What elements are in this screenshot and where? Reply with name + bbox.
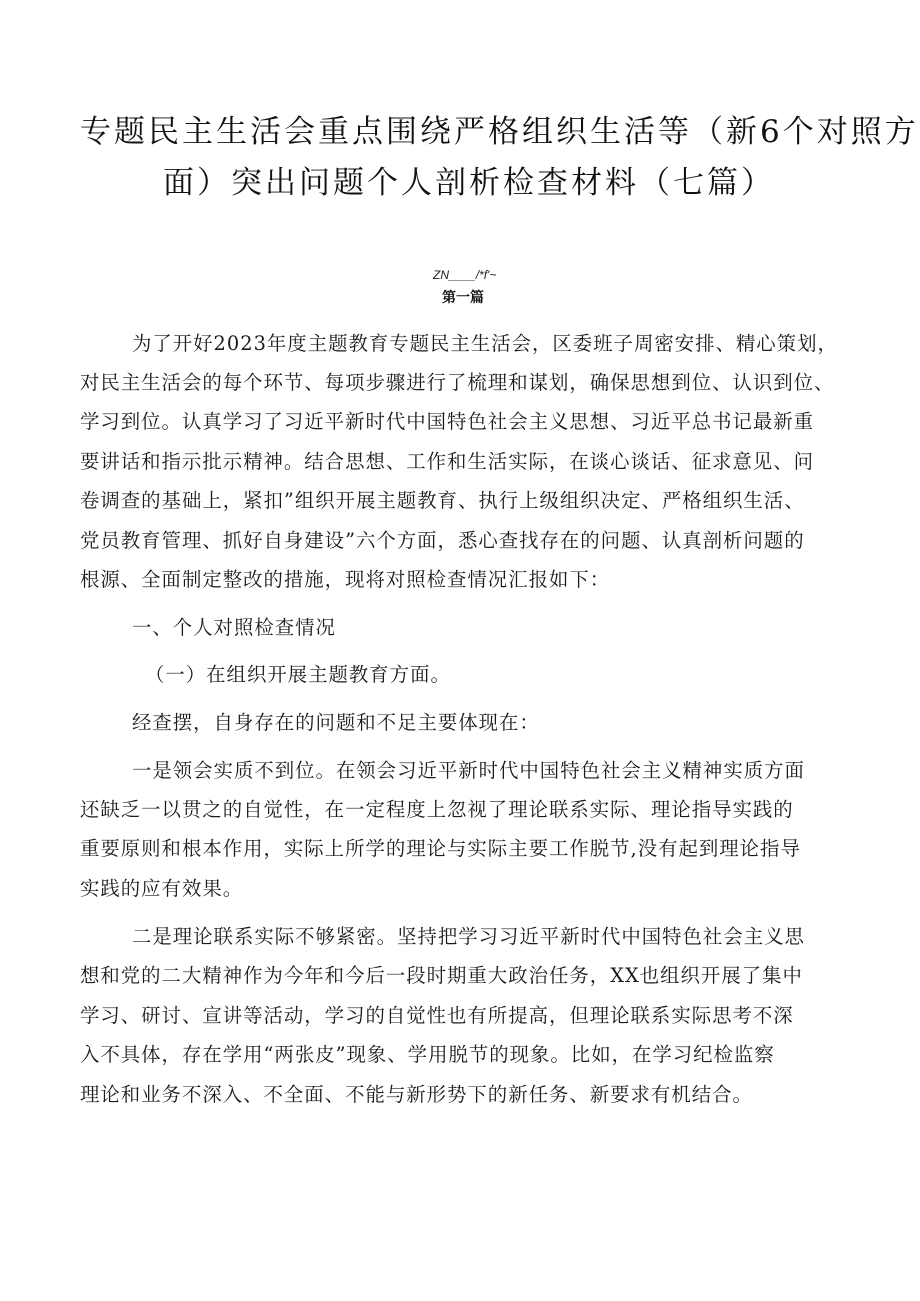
handwritten-scribble: ZN____/*f'~ [433, 268, 497, 282]
body-line: 经查摆，自身存在的问题和不足主要体现在： [132, 711, 540, 734]
body-line: 要讲话和指示批示精神。结合思想、工作和生活实际，在谈心谈话、征求意见、问 [80, 450, 815, 473]
document-title-line-1: 专题民主生活会重点围绕严格组织生活等（新6个对照方 [80, 114, 919, 150]
body-line: 学习到位。认真学习了习近平新时代中国特色社会主义思想、习近平总书记最新重 [80, 410, 815, 433]
document-title-line-2: 面）突出问题个人剖析检查材料（七篇） [163, 165, 775, 201]
body-line: 根源、全面制定整改的措施，现将对照检查情况汇报如下： [80, 568, 611, 591]
body-line: 党员教育管理、抓好自身建设”六个方面，悉心查找存在的问题、认真剖析问题的 [80, 529, 805, 552]
body-line: 想和党的二大精神作为今年和今后一段时期重大政治任务，XX也组织开展了集中 [80, 964, 803, 987]
body-line: 二是理论联系实际不够紧密。坚持把学习习近平新时代中国特色社会主义思 [132, 925, 805, 948]
subsection-heading: （一）在组织开展主题教育方面。 [145, 663, 451, 686]
body-line: 为了开好2023年度主题教育专题民主生活会，区委班子周密安排、精心策划， [132, 332, 838, 355]
body-line: 卷调查的基础上，紧扣”组织开展主题教育、执行上级组织决定、严格组织生活、 [80, 489, 805, 512]
body-line: 重要原则和根本作用，实际上所学的理论与实际主要工作脱节,没有起到理论指导 [80, 837, 801, 860]
body-line: 还缺乏一以贯之的自觉性，在一定程度上忽视了理论联系实际、理论指导实践的 [80, 798, 794, 821]
body-line: 入不具体，存在学用“两张皮”现象、学用脱节的现象。比如，在学习纪检监察 [80, 1043, 775, 1066]
body-line: 一是领会实质不到位。在领会习近平新时代中国特色社会主义精神实质方面 [132, 759, 805, 782]
body-line: 对民主生活会的每个环节、每项步骤进行了梳理和谋划，确保思想到位、认识到位、 [80, 371, 835, 394]
section-heading: 一、个人对照检查情况 [132, 616, 336, 639]
body-line: 学习、研讨、宣讲等活动，学习的自觉性也有所提高，但理论联系实际思考不深 [80, 1004, 794, 1027]
section-label: 第一篇 [442, 290, 484, 306]
body-line: 理论和业务不深入、不全面、不能与新形势下的新任务、新要求有机结合。 [80, 1083, 753, 1106]
body-line: 实践的应有效果。 [80, 877, 244, 900]
